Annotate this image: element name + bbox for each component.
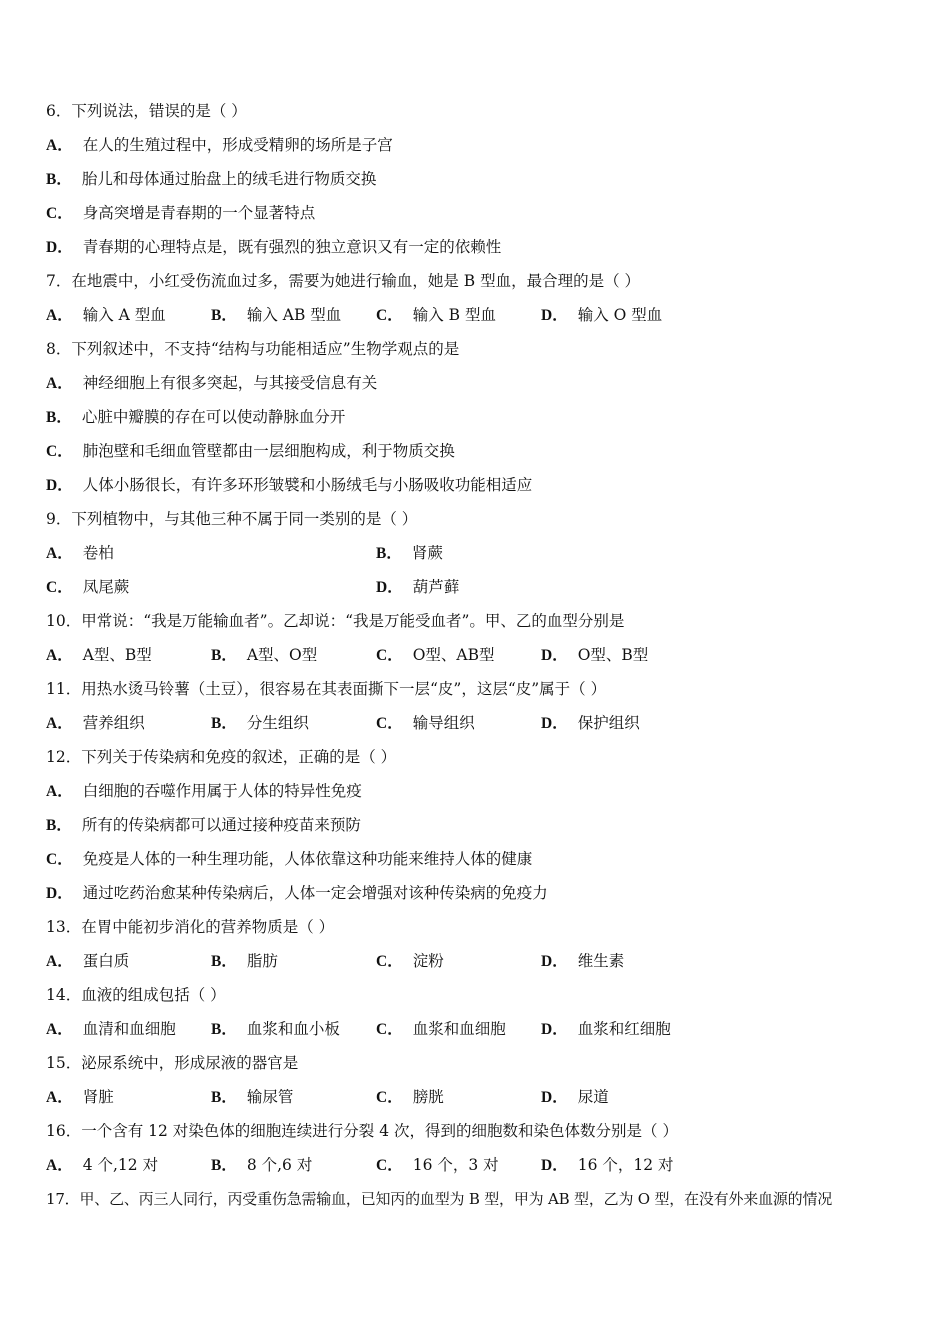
option-label: C． <box>376 953 403 970</box>
q10-option-d <box>541 638 648 673</box>
q7-options-row <box>46 298 906 332</box>
option-text: 肺泡壁和毛细血管壁都由一层细胞构成，利于物质交换 <box>82 442 455 460</box>
option-label: C． <box>46 851 73 868</box>
option-text: 16 个，12 对 <box>577 1156 674 1174</box>
q16-option-a <box>46 1148 158 1183</box>
q15-option-c <box>376 1080 444 1115</box>
option-label: B． <box>211 953 237 970</box>
option-label: C． <box>376 1021 403 1038</box>
option-label: D． <box>46 885 73 902</box>
option-label: D． <box>541 715 568 732</box>
q8-option-b <box>46 400 345 434</box>
q13-options-row <box>46 944 906 978</box>
q14-option-b <box>211 1012 340 1047</box>
q12-option-b <box>46 808 361 842</box>
option-label: B． <box>211 1089 237 1106</box>
option-label: A． <box>46 715 73 732</box>
q7-option-c <box>376 298 496 333</box>
option-text: 血清和血细胞 <box>82 1020 176 1038</box>
option-label: B． <box>211 307 237 324</box>
q14-options-row <box>46 1012 906 1046</box>
q10-options-row <box>46 638 906 672</box>
option-label: A． <box>46 545 73 562</box>
option-text: 维生素 <box>577 952 625 970</box>
option-label: B． <box>211 1021 237 1038</box>
q13-option-a <box>46 944 129 979</box>
option-label: C． <box>376 647 403 664</box>
question-12-stem: 12．下列关于传染病和免疫的叙述，正确的是（ ） <box>46 748 397 766</box>
q7-option-a <box>46 298 166 333</box>
option-text: 输入 A 型血 <box>82 306 166 324</box>
option-label: D． <box>541 1021 568 1038</box>
option-text: 人体小肠很长，有许多环形皱襞和小肠绒毛与小肠吸收功能相适应 <box>82 476 533 494</box>
option-text: 血浆和红细胞 <box>577 1020 671 1038</box>
option-text: 16 个，3 对 <box>412 1156 499 1174</box>
option-text: 青春期的心理特点是，既有强烈的独立意识又有一定的依赖性 <box>82 238 502 256</box>
option-label: B． <box>376 545 402 562</box>
q12-option-d <box>46 876 548 910</box>
q11-options-row <box>46 706 906 740</box>
question-15-stem: 15．泌尿系统中，形成尿液的器官是 <box>46 1054 299 1072</box>
option-label: C． <box>46 579 73 596</box>
option-text: A型、B型 <box>82 646 152 664</box>
q8-option-d <box>46 468 532 502</box>
q10-option-c <box>376 638 495 673</box>
question-13-stem: 13．在胃中能初步消化的营养物质是（ ） <box>46 918 335 936</box>
question-11-stem: 11．用热水烫马铃薯（土豆），很容易在其表面撕下一层“皮”，这层“皮”属于（ ） <box>46 680 607 698</box>
option-text: 胎儿和母体通过胎盘上的绒毛进行物质交换 <box>81 170 377 188</box>
q14-option-d <box>541 1012 671 1047</box>
option-label: B． <box>211 715 237 732</box>
question-7-stem: 7．在地震中，小红受伤流血过多，需要为她进行输血，她是 B 型血，最合理的是（ ） <box>46 272 641 290</box>
q11-option-b <box>211 706 309 741</box>
option-text: 输导组织 <box>412 714 475 732</box>
q15-option-d <box>541 1080 609 1115</box>
q12-option-c <box>46 842 532 876</box>
option-label: D． <box>541 953 568 970</box>
option-label: A． <box>46 307 73 324</box>
q7-option-b <box>211 298 341 333</box>
option-text: 免疫是人体的一种生理功能，人体依靠这种功能来维持人体的健康 <box>82 850 533 868</box>
question-6-stem: 6．下列说法，错误的是（ ） <box>46 102 247 120</box>
option-text: 卷柏 <box>82 544 114 562</box>
option-label: A． <box>46 953 73 970</box>
option-label: D． <box>541 647 568 664</box>
option-text: 保护组织 <box>577 714 640 732</box>
question-14-stem: 14．血液的组成包括（ ） <box>46 986 226 1004</box>
option-label: C． <box>376 1157 403 1174</box>
q8-option-a <box>46 366 377 400</box>
option-text: 所有的传染病都可以通过接种疫苗来预防 <box>81 816 361 834</box>
option-text: O型、AB型 <box>412 646 495 664</box>
q6-option-b <box>46 162 376 196</box>
option-label: A． <box>46 783 73 800</box>
q13-option-b <box>211 944 278 979</box>
option-text: 蛋白质 <box>82 952 130 970</box>
option-text: 通过吃药治愈某种传染病后，人体一定会增强对该种传染病的免疫力 <box>82 884 548 902</box>
option-text: 膀胱 <box>412 1088 444 1106</box>
option-text: 血浆和血小板 <box>246 1020 340 1038</box>
option-label: C． <box>46 443 73 460</box>
option-text: O型、B型 <box>577 646 649 664</box>
q14-option-c <box>376 1012 506 1047</box>
option-label: D． <box>46 477 73 494</box>
option-text: 尿道 <box>577 1088 609 1106</box>
q16-option-b <box>211 1148 312 1183</box>
option-label: D． <box>541 1157 568 1174</box>
question-16-stem: 16．一个含有 12 对染色体的细胞连续进行分裂 4 次，得到的细胞数和染色体数分别是（ ） <box>46 1122 678 1140</box>
q15-option-b <box>211 1080 293 1115</box>
option-text: 输入 B 型血 <box>412 306 496 324</box>
q9-option-d <box>376 570 459 605</box>
option-text: 心脏中瓣膜的存在可以使动静脉血分开 <box>81 408 346 426</box>
q6-option-c <box>46 196 315 230</box>
option-label: B． <box>211 647 237 664</box>
option-text: A型、O型 <box>246 646 318 664</box>
option-label: B． <box>46 409 72 426</box>
option-label: A． <box>46 1021 73 1038</box>
option-label: D． <box>46 239 73 256</box>
q10-option-b <box>211 638 317 673</box>
option-text: 脂肪 <box>246 952 278 970</box>
option-label: D． <box>541 307 568 324</box>
option-label: A． <box>46 647 73 664</box>
option-label: B． <box>211 1157 237 1174</box>
q9-options-row-1 <box>46 536 906 570</box>
option-label: D． <box>376 579 403 596</box>
q16-option-c <box>376 1148 499 1183</box>
q10-option-a <box>46 638 152 673</box>
option-label: C． <box>376 715 403 732</box>
q15-options-row <box>46 1080 906 1114</box>
option-label: A． <box>46 137 73 154</box>
option-text: 8 个,6 对 <box>246 1156 313 1174</box>
option-label: D． <box>541 1089 568 1106</box>
question-10-stem: 10．甲常说：“我是万能输血者”。乙却说：“我是万能受血者”。甲、乙的血型分别是 <box>46 612 625 630</box>
option-text: 在人的生殖过程中，形成受精卵的场所是子宫 <box>82 136 393 154</box>
option-text: 白细胞的吞噬作用属于人体的特异性免疫 <box>82 782 362 800</box>
option-text: 淀粉 <box>412 952 444 970</box>
option-label: C． <box>46 205 73 222</box>
q14-option-a <box>46 1012 176 1047</box>
q8-option-c <box>46 434 455 468</box>
option-text: 输入 O 型血 <box>577 306 663 324</box>
q15-option-a <box>46 1080 114 1115</box>
q6-option-a <box>46 128 393 162</box>
q9-option-a <box>46 536 114 571</box>
option-text: 输入 AB 型血 <box>246 306 342 324</box>
option-text: 营养组织 <box>82 714 145 732</box>
q16-options-row <box>46 1148 906 1182</box>
option-label: A． <box>46 1157 73 1174</box>
q13-option-d <box>541 944 624 979</box>
option-text: 4 个,12 对 <box>82 1156 159 1174</box>
q16-option-d <box>541 1148 674 1183</box>
q9-option-b <box>376 536 443 571</box>
q9-options-row-2 <box>46 570 906 604</box>
q11-option-a <box>46 706 145 741</box>
option-text: 分生组织 <box>246 714 309 732</box>
option-text: 血浆和血细胞 <box>412 1020 506 1038</box>
option-text: 凤尾蕨 <box>82 578 130 596</box>
option-label: A． <box>46 1089 73 1106</box>
option-text: 葫芦藓 <box>412 578 460 596</box>
q6-option-d <box>46 230 501 264</box>
question-8-stem: 8．下列叙述中，不支持“结构与功能相适应”生物学观点的是 <box>46 340 460 358</box>
option-text: 肾蕨 <box>411 544 443 562</box>
option-label: B． <box>46 817 72 834</box>
option-label: C． <box>376 307 403 324</box>
option-label: B． <box>46 171 72 188</box>
option-label: A． <box>46 375 73 392</box>
question-17-stem: 17．甲、乙、丙三人同行，丙受重伤急需输血，已知丙的血型为 B 型，甲为 AB 型，乙为 O 型，在没有外来血源的情况 <box>46 1190 833 1208</box>
q13-option-c <box>376 944 444 979</box>
option-label: C． <box>376 1089 403 1106</box>
q7-option-d <box>541 298 662 333</box>
option-text: 输尿管 <box>246 1088 294 1106</box>
q12-option-a <box>46 774 362 808</box>
option-text: 身高突增是青春期的一个显著特点 <box>82 204 316 222</box>
option-text: 肾脏 <box>82 1088 114 1106</box>
question-9-stem: 9．下列植物中，与其他三种不属于同一类别的是（ ） <box>46 510 418 528</box>
q11-option-d <box>541 706 640 741</box>
q9-option-c <box>46 570 129 605</box>
q11-option-c <box>376 706 475 741</box>
option-text: 神经细胞上有很多突起，与其接受信息有关 <box>82 374 378 392</box>
